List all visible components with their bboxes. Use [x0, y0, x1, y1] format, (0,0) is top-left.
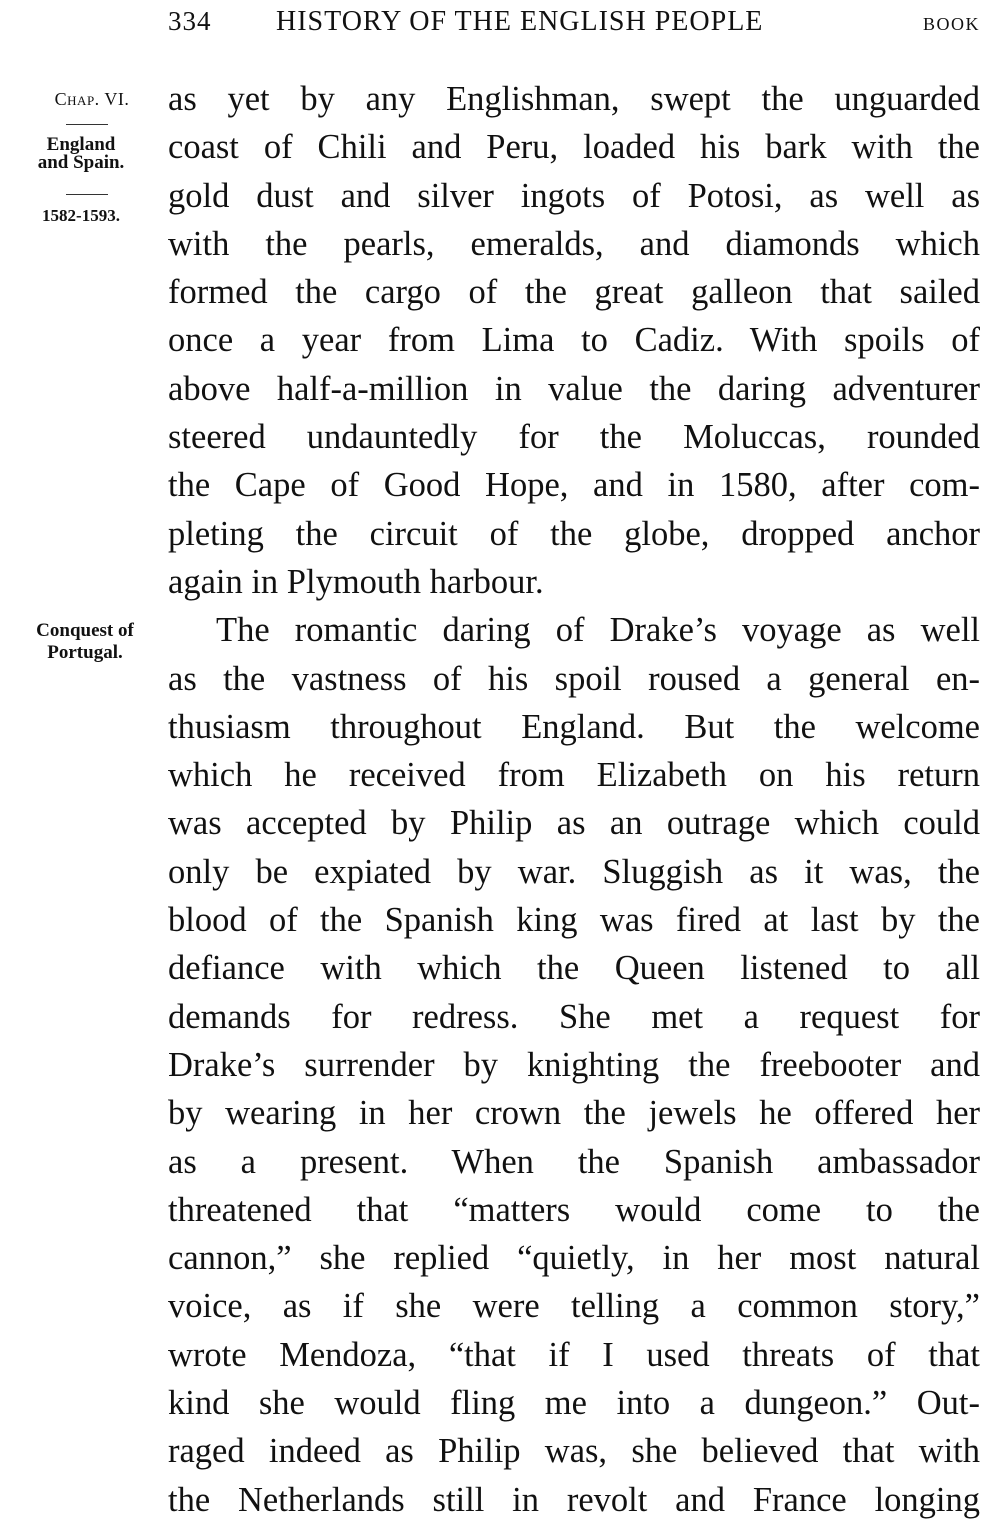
text-line: again in Plymouth harbour.: [168, 562, 544, 601]
text-line: which he received from Elizabeth on his return: [168, 756, 980, 795]
text-line: cannon,” she replied “quietly, in her most natural: [168, 1239, 980, 1278]
text-line: by wearing in her crown the jewels he offered her: [168, 1094, 980, 1133]
body-text: [168, 75, 980, 1524]
text-line: defiance with which the Queen listened to all: [168, 949, 980, 988]
text-line: above half-a-million in value the daring adventurer: [168, 369, 980, 408]
text-line: once a year from Lima to Cadiz. With spoils of: [168, 321, 980, 360]
sidenote-rule: [66, 194, 108, 195]
text-line: steered undauntedly for the Moluccas, rounded: [168, 418, 980, 457]
text-line: gold dust and silver ingots of Potosi, as well as: [168, 176, 980, 215]
running-title: HISTORY OF THE ENGLISH PEOPLE: [276, 6, 764, 37]
text-line: the Netherlands still in revolt and France longing: [168, 1480, 980, 1519]
text-line: demands for redress. She met a request for: [168, 997, 980, 1036]
text-line: The romantic daring of Drake’s voyage as well: [216, 611, 980, 650]
text-line: as yet by any Englishman, swept the unguarded: [168, 80, 980, 118]
text-line: formed the cargo of the great galleon that sailed: [168, 273, 980, 312]
sidenote-dates: 1582-1593.: [42, 206, 120, 225]
text-line: raged indeed as Philip was, she believed that with: [168, 1432, 980, 1471]
page-number: 334: [168, 6, 212, 36]
text-line: threatened that “matters would come to the: [168, 1190, 980, 1229]
text-line: with the pearls, emeralds, and diamonds which: [168, 224, 980, 263]
text-line: blood of the Spanish king was fired at last by the: [168, 901, 980, 940]
text-line: as a present. When the Spanish ambassador: [168, 1142, 980, 1181]
sidenote-topic: [16, 136, 146, 172]
text-line: coast of Chili and Peru, loaded his bark with the: [168, 128, 980, 167]
paragraph: [168, 75, 980, 606]
text-line: Drake’s surrender by knighting the freebooter and: [168, 1045, 980, 1084]
sidenote-topic-line2: and Spain.: [37, 152, 125, 173]
text-line: thusiasm throughout England. But the welcome: [168, 707, 980, 746]
text-line: as the vastness of his spoil roused a general en-: [168, 659, 980, 698]
sidenote-conquest-line2: Portugal.: [47, 642, 123, 663]
text-line: pleting the circuit of the globe, dropped anchor: [168, 514, 980, 553]
sidenote-conquest: [10, 620, 160, 664]
sidenote-chapter-label: Chap. VI.: [54, 89, 130, 109]
sidenote-rule: [66, 124, 108, 125]
sidenote-topic-line1: England: [46, 134, 116, 155]
running-book-label: BOOK: [922, 14, 980, 34]
running-head: [168, 4, 980, 44]
text-line: the Cape of Good Hope, and in 1580, after com-: [168, 466, 980, 505]
text-line: kind she would fling me into a dungeon.” Out-: [168, 1384, 980, 1423]
sidenote-chapter: [30, 90, 154, 110]
paragraph: [168, 606, 980, 1524]
sidenote-conquest-line1: Conquest of: [36, 620, 134, 641]
text-line: was accepted by Philip as an outrage which could: [168, 804, 980, 843]
text-line: wrote Mendoza, “that if I used threats of that: [168, 1335, 980, 1374]
text-line: only be expiated by war. Sluggish as it was, the: [168, 852, 980, 891]
text-line: voice, as if she were telling a common story,”: [168, 1287, 980, 1326]
